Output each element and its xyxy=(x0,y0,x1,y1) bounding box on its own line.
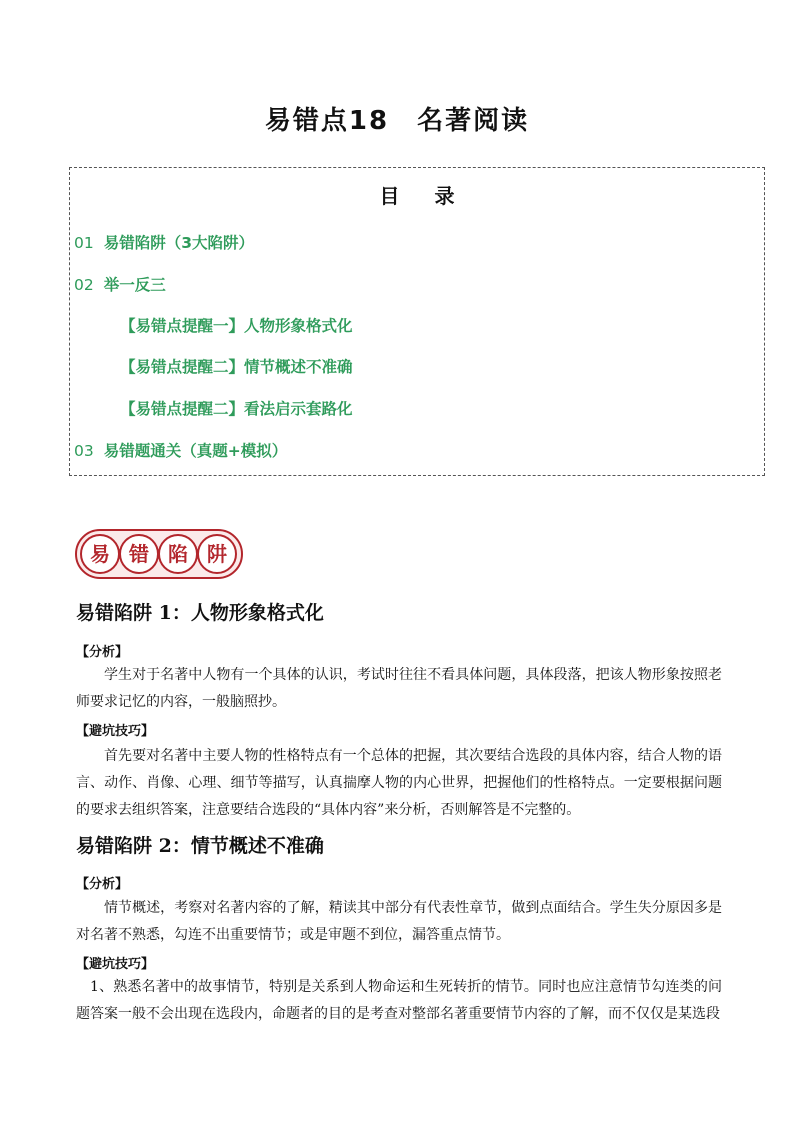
badge-char: 易 xyxy=(90,542,110,566)
table-of-contents xyxy=(69,167,765,476)
analysis-paragraph: 情节概述，考察对名著内容的了解，精读其中部分有代表性章节，做到点面结合。学生失分原因多是对名著不熟悉，勾连不出重要情节；或是审题不到位，漏答重点情节。 xyxy=(76,900,722,943)
analysis-label: 【分析】 xyxy=(76,645,129,660)
toc-item-label: 【易错点提醒一】人物形象格式化 xyxy=(120,317,353,335)
tips-label: 【避坑技巧】 xyxy=(76,724,155,739)
toc-item-number: 03 xyxy=(74,442,94,460)
section-heading-2: 易错陷阱 2：情节概述不准确 xyxy=(76,835,324,857)
toc-item-number: 01 xyxy=(74,234,94,252)
analysis-paragraph: 学生对于名著中人物有一个具体的认识，考试时往往不看具体问题，具体段落，把该人物形象按照老师要求记忆的内容，一般脑照抄。 xyxy=(76,667,722,710)
toc-item-label: 易错陷阱（3大陷阱） xyxy=(103,234,255,252)
toc-heading: 目 录 xyxy=(379,184,469,208)
toc-item-label: 易错题通关（真题+模拟） xyxy=(103,442,288,460)
page-title: 易错点18 名著阅读 xyxy=(264,106,530,136)
toc-item-03[interactable] xyxy=(74,439,287,461)
tips-label: 【避坑技巧】 xyxy=(76,957,155,972)
section-heading-1: 易错陷阱 1：人物形象格式化 xyxy=(76,602,324,624)
badge-char: 阱 xyxy=(207,542,227,566)
toc-item-01[interactable] xyxy=(74,231,254,253)
toc-subitem-1[interactable] xyxy=(120,314,353,336)
tips-paragraph: 首先要对名著中主要人物的性格特点有一个总体的把握，其次要结合选段的具体内容，结合人物的语言、动作、肖像、心理、细节等描写，认真揣摩人物的内心世界，把握他们的性格特点。一定要根据问题的要求去组织答案，注意要结合选段的“具体内容”来分析，否则解答是不完整的。 xyxy=(76,748,722,818)
badge-char: 陷 xyxy=(168,542,188,566)
toc-item-number: 02 xyxy=(74,276,94,294)
section-badge xyxy=(74,528,244,580)
tips-paragraph: 1、熟悉名著中的故事情节，特别是关系到人物命运和生死转折的情节。同时也应注意情节勾连类的问题答案一般不会出现在选段内，命题者的目的是考查对整部名著重要情节内容的了解，而不仅仅是某选段 xyxy=(76,979,722,1022)
toc-item-label: 【易错点提醒二】看法启示套路化 xyxy=(120,400,353,418)
toc-item-02[interactable] xyxy=(74,273,166,295)
toc-subitem-3[interactable] xyxy=(120,397,353,419)
analysis-label: 【分析】 xyxy=(76,877,129,892)
toc-item-label: 【易错点提醒二】情节概述不准确 xyxy=(120,358,353,376)
toc-item-label: 举一反三 xyxy=(103,276,166,294)
toc-subitem-2[interactable] xyxy=(120,355,353,377)
badge-char: 错 xyxy=(129,542,149,566)
